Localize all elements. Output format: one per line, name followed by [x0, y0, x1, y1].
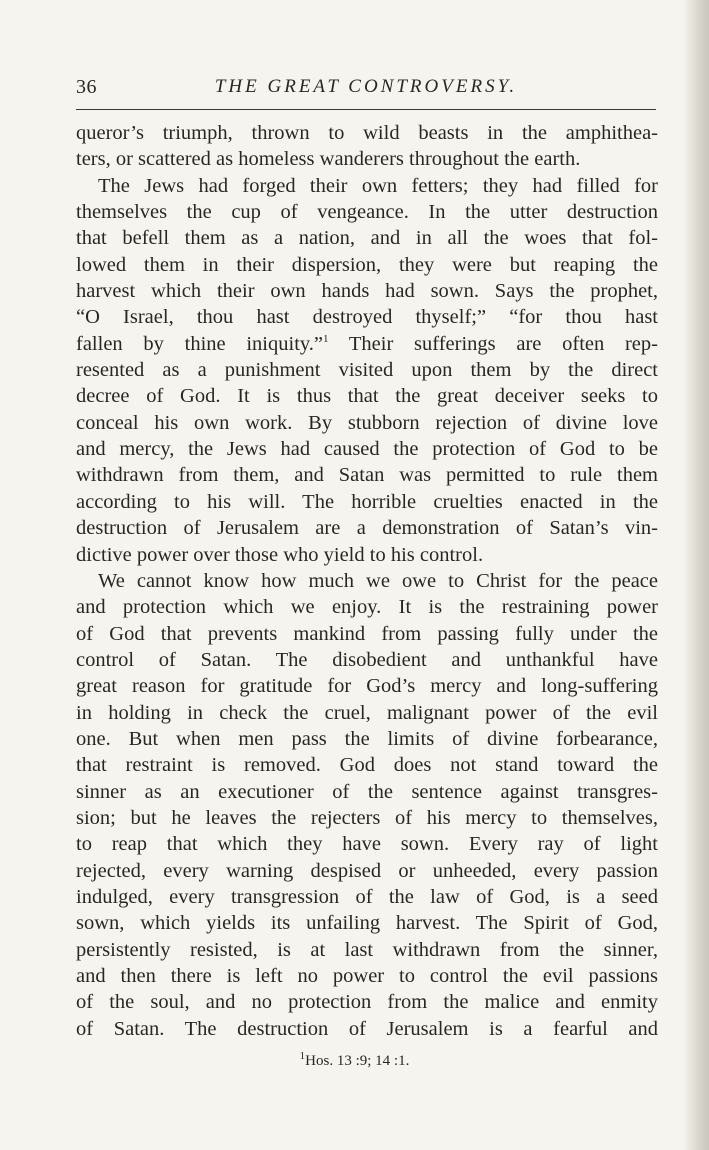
text-line: resented as a punishment visited upon them by the direct — [76, 359, 658, 382]
text-line: that restraint is removed. God does not stand toward the — [76, 754, 658, 777]
footnote — [0, 1050, 709, 1070]
text-line: sown, which yields its unfailing harvest. The Spirit of God, — [76, 912, 658, 935]
text-line: destruction of Jerusalem are a demonstration of Satan’s vin- — [76, 517, 658, 540]
page-edge-shadow — [683, 0, 709, 1150]
text-line: “O Israel, thou hast destroyed thyself;” “for thou hast — [76, 306, 658, 329]
text-line: indulged, every transgression of the law of God, is a seed — [76, 885, 658, 908]
text-line: conceal his own work. By stubborn rejection of divine love — [76, 411, 658, 434]
text-line: and then there is left no power to control the evil passions — [76, 965, 658, 987]
text-line: in holding in check the cruel, malignant power of the evil — [76, 701, 658, 724]
text-line: persistently resisted, is at last withdrawn from the sinner, — [76, 938, 658, 961]
text-line: of Satan. The destruction of Jerusalem is a fearful and — [76, 1017, 658, 1040]
text-line: one. But when men pass the limits of divine forbearance, — [76, 727, 658, 750]
page-header — [76, 76, 656, 102]
text-line: We cannot know how much we owe to Christ for the peace — [98, 569, 658, 592]
text-line: that befell them as a nation, and in all the woes that fol- — [76, 227, 658, 250]
running-title: THE GREAT CONTROVERSY. — [214, 76, 518, 97]
text-line: harvest which their own hands had sown. Says the prophet, — [76, 280, 658, 303]
text-line: decree of God. It is thus that the great deceiver seeks to — [76, 385, 658, 408]
text-line: queror’s triumph, thrown to wild beasts in the amphithea- — [76, 122, 658, 144]
body-text — [76, 120, 658, 1042]
text-line: ters, or scattered as homeless wanderers throughout the earth. — [76, 148, 581, 171]
text-line: withdrawn from them, and Satan was permitted to rule them — [76, 464, 658, 487]
header-rule — [76, 109, 656, 110]
text-line: sinner as an executioner of the sentence against transgres- — [76, 780, 658, 803]
text-line: of God that prevents mankind from passing fully under the — [76, 622, 658, 645]
text-line: control of Satan. The disobedient and unthankful have — [76, 648, 658, 671]
text-line: to reap that which they have sown. Every ray of light — [76, 833, 658, 856]
text-line: and protection which we enjoy. It is the restraining power — [76, 596, 658, 619]
footnote-marker: 1 — [299, 1050, 306, 1062]
footnote-text: Hos. 13 :9; 14 :1. — [305, 1053, 410, 1069]
text-line: The Jews had forged their own fetters; they had filled for — [98, 174, 658, 197]
text-line: and mercy, the Jews had caused the protection of God to be — [76, 438, 658, 461]
text-line-with-footnote — [76, 331, 658, 357]
text-segment: fallen by thine iniquity.” — [76, 332, 324, 355]
text-line: sion; but he leaves the rejecters of his mercy to themselves, — [76, 806, 658, 829]
text-line: rejected, every warning despised or unheeded, every passion — [76, 859, 658, 882]
page-number: 36 — [76, 76, 97, 98]
text-line: dictive power over those who yield to his control. — [76, 543, 484, 566]
text-line: lowed them in their dispersion, they were but reaping the — [76, 253, 658, 276]
text-line: of the soul, and no protection from the malice and enmity — [76, 991, 658, 1014]
text-line: great reason for gratitude for God’s mercy and long-suffering — [76, 675, 658, 698]
text-line: themselves the cup of vengeance. In the utter destruction — [76, 201, 658, 224]
text-line: according to his will. The horrible cruelties enacted in the — [76, 490, 658, 513]
footnote-reference[interactable]: 1 — [323, 332, 329, 345]
text-segment: Their sufferings are often rep- — [348, 332, 658, 355]
